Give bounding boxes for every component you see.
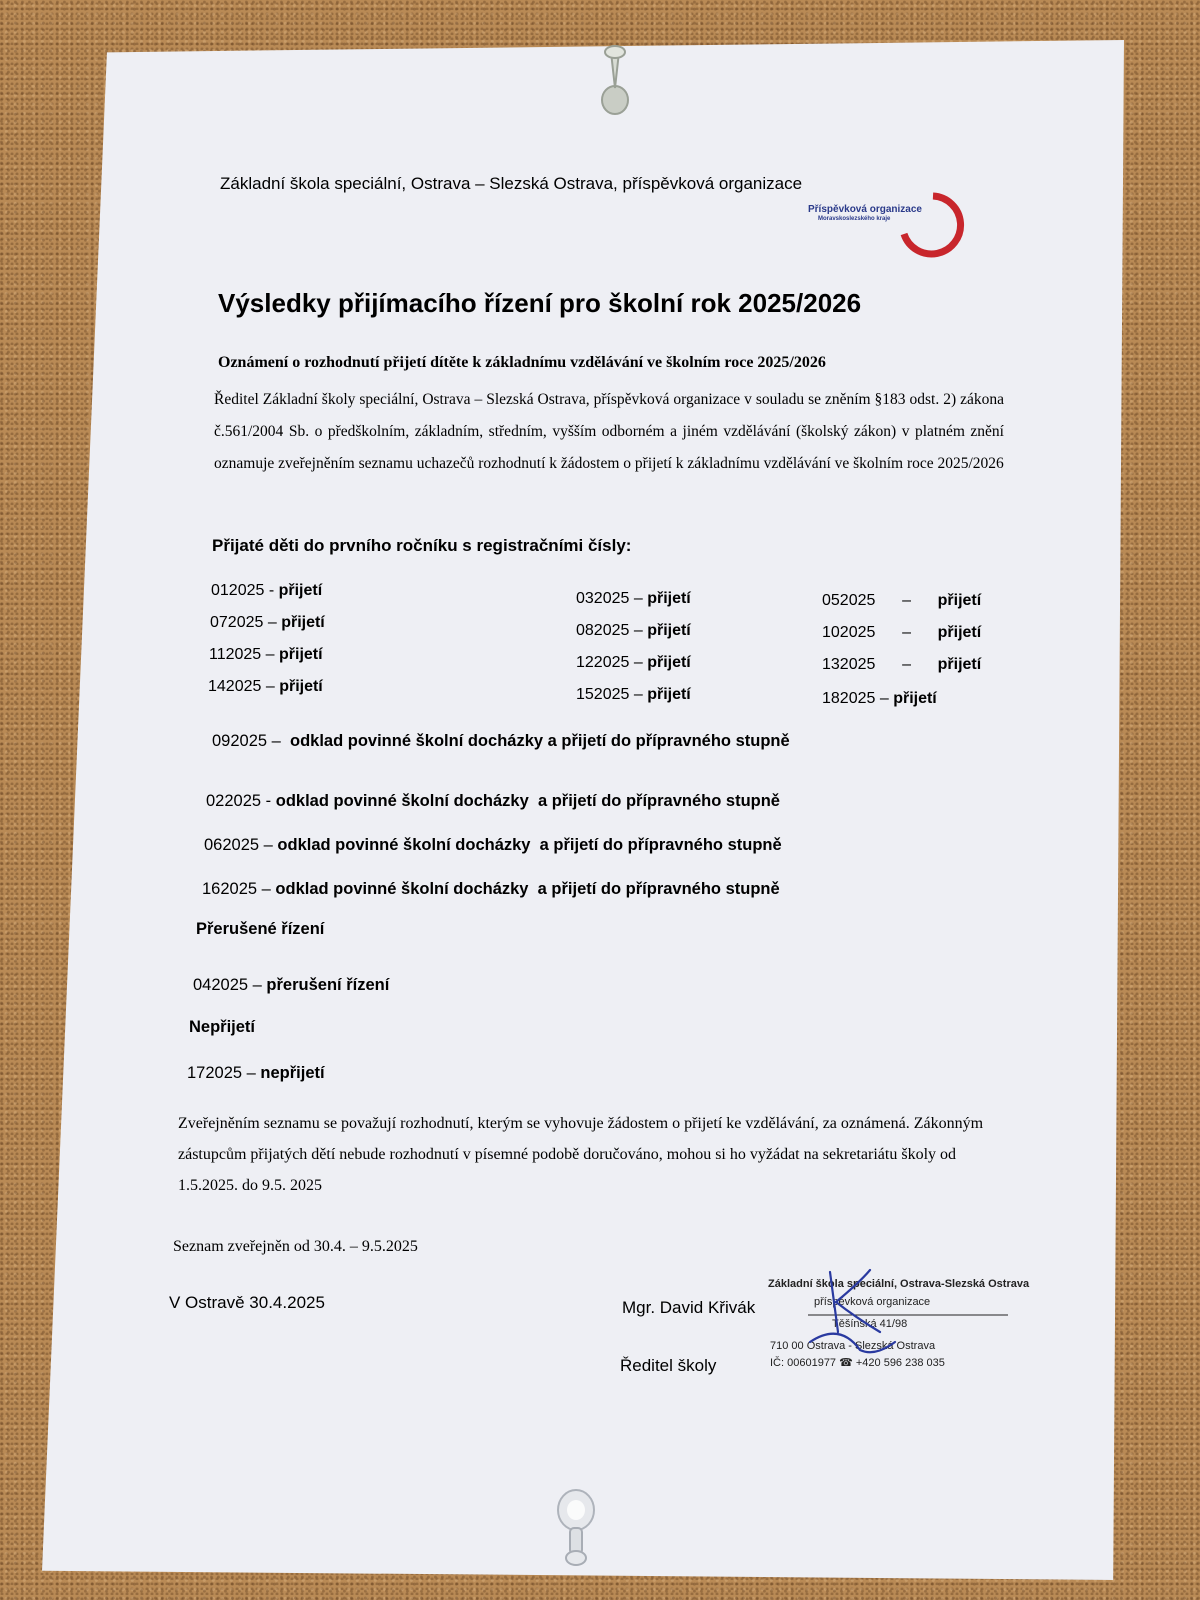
logo-ring-icon (898, 190, 968, 260)
list-item: 132025 – přijetí (822, 656, 982, 673)
list-item: 072025 – přijetí (210, 614, 325, 631)
deferred-item: 162025 – odklad povinné školní docházky a přijetí do přípravného stupně (202, 880, 780, 898)
signatory-role: Ředitel školy (620, 1356, 717, 1375)
stamp-line: Těšínská 41/98 (832, 1318, 908, 1330)
list-item: 142025 – přijetí (208, 678, 323, 695)
rejected-heading: Nepřijetí (189, 1018, 256, 1036)
list-item: 182025 – přijetí (822, 690, 937, 707)
list-item: 102025 – přijetí (822, 624, 982, 641)
place-date: V Ostravě 30.4.2025 (169, 1293, 325, 1312)
notice-body: Ředitel Základní školy speciální, Ostrava – Slezská Ostrava, příspěvková organizace v souladu se zněním §183 odst. 2) zákona č.561/2004 Sb. o předškolním, základním, středním, vyšším odborném a jiném vzdělávání (školský zákon) v platném znění oznamuje zveřejněním seznamu uchazečů rozhodnutí k žádostem o přijetí k základnímu vzdělávání ve školním roce 2025/2026 (214, 391, 1004, 472)
deferred-item: 022025 - odklad povinné školní docházky a přijetí do přípravného stupně (206, 792, 780, 810)
page-title: Výsledky přijímacího řízení pro školní rok 2025/2026 (218, 288, 862, 318)
stamp-line: Základní škola speciální, Ostrava-Slezská Ostrava (768, 1278, 1030, 1290)
signatory-name: Mgr. David Křivák (622, 1298, 756, 1317)
deferred-item: 092025 – odklad povinné školní docházky a přijetí do přípravného stupně (212, 732, 790, 750)
list-item: 012025 - přijetí (211, 582, 323, 599)
pushpin-icon (548, 1480, 604, 1570)
region-logo (808, 190, 968, 260)
deferred-item: 062025 – odklad povinné školní docházky a přijetí do přípravného stupně (204, 836, 782, 854)
pushpin-icon (585, 38, 645, 118)
rejected-item: 172025 – nepřijetí (187, 1064, 325, 1082)
school-name-header: Základní škola speciální, Ostrava – Slezská Ostrava, příspěvková organizace (220, 174, 803, 193)
signature-icon (800, 1262, 910, 1362)
logo-text-line1: Příspěvková organizace (808, 204, 922, 215)
list-item: 112025 – přijetí (209, 646, 323, 663)
closing-paragraph: Zveřejněním seznamu se považují rozhodnutí, kterým se vyhovuje žádostem o přijetí ke vzdělávání, za oznámená. Zákonným zástupcům přijatých dětí nebude rozhodnutí v písemné podobě doručováno, mohou si ho vyžádat na sekretariátu školy od 1.5.2025. do 9.5. 2025 (178, 1115, 984, 1194)
list-item: 122025 – přijetí (576, 654, 691, 671)
list-item: 082025 – přijetí (576, 622, 691, 639)
list-item: 032025 – přijetí (576, 590, 691, 607)
interrupted-heading: Přerušené řízení (196, 920, 325, 938)
stamp-line: 710 00 Ostrava - Slezská Ostrava (770, 1340, 936, 1352)
published-note: Seznam zveřejněn od 30.4. – 9.5.2025 (173, 1238, 418, 1255)
stamp-line: IČ: 00601977 ☎ +420 596 238 035 (770, 1357, 945, 1369)
stamp-line: příspěvková organizace (814, 1296, 931, 1308)
logo-text-line2: Moravskoslezského kraje (818, 216, 891, 222)
list-item: 152025 – přijetí (576, 686, 691, 703)
notice-heading: Oznámení o rozhodnutí přijetí dítěte k základnímu vzdělávání ve školním roce 2025/2026 (218, 354, 826, 371)
interrupted-item: 042025 – přerušení řízení (193, 976, 390, 994)
list-item: 052025 – přijetí (822, 592, 982, 609)
accepted-heading: Přijaté děti do prvního ročníku s registračními čísly: (212, 536, 632, 555)
